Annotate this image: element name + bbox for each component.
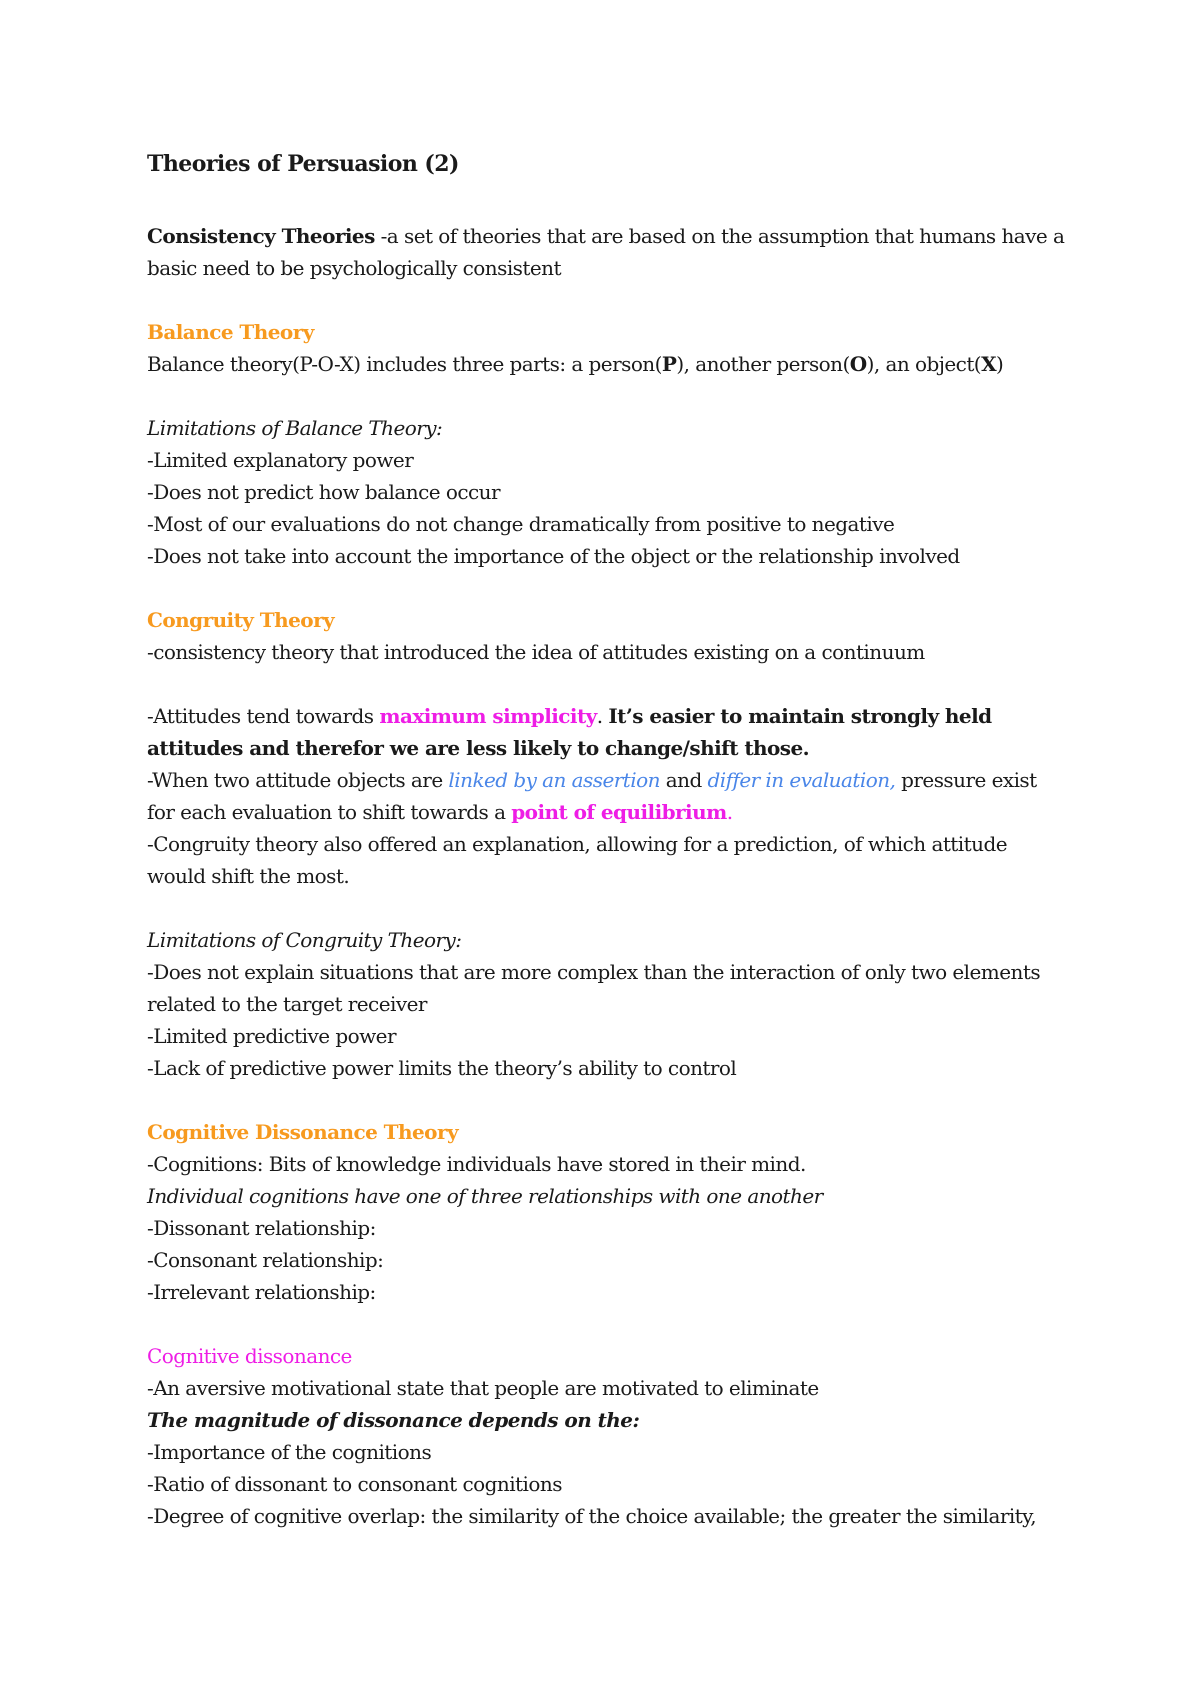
cognitive-dissonance-theory-heading: Cognitive Dissonance Theory: [147, 1120, 459, 1144]
highlight-differ-in-evaluation: differ in evaluation,: [707, 768, 896, 792]
magnitude-heading: The magnitude of dissonance depends on the:: [147, 1408, 640, 1432]
congruity-paragraph-3-line-2: would shift the most.: [147, 864, 350, 888]
list-item: -Consonant relationship:: [147, 1248, 384, 1272]
list-item: -Degree of cognitive overlap: the similarity of the choice available; the greater the similarity,: [147, 1504, 1037, 1528]
list-item: -Importance of the cognitions: [147, 1440, 432, 1464]
balance-limitations-heading: Limitations of Balance Theory:: [147, 416, 443, 440]
list-item: -Most of our evaluations do not change dramatically from positive to negative: [147, 512, 895, 536]
list-item: -Does not predict how balance occur: [147, 480, 500, 504]
list-item: -Limited predictive power: [147, 1024, 396, 1048]
congruity-limitations-heading: Limitations of Congruity Theory:: [147, 928, 462, 952]
list-item: -Lack of predictive power limits the theory’s ability to control: [147, 1056, 737, 1080]
dissonance-definition: -An aversive motivational state that people are motivated to eliminate: [147, 1376, 819, 1400]
highlight-point-of-equilibrium: point of equilibrium: [511, 800, 727, 824]
congruity-paragraph-1-line-2: attitudes and therefor we are less likely to change/shift those.: [147, 736, 810, 760]
highlight-maximum-simplicity: maximum simplicity: [379, 704, 597, 728]
list-item: -Does not take into account the importance of the object or the relationship involved: [147, 544, 960, 568]
consistency-definition-continuation: basic need to be psychologically consistent: [147, 256, 561, 280]
balance-theory-intro: Balance theory(P-O-X) includes three parts: a person(P), another person(O), an object(X): [147, 352, 1004, 376]
list-item: -Limited explanatory power: [147, 448, 414, 472]
consistency-definition-text: -a set of theories that are based on the assumption that humans have a: [374, 224, 1065, 248]
highlight-linked-by-assertion: linked by an assertion: [448, 768, 660, 792]
page-title: Theories of Persuasion (2): [147, 151, 459, 177]
label-x: X: [981, 352, 997, 376]
cognitions-definition: -Cognitions: Bits of knowledge individuals have stored in their mind.: [147, 1152, 806, 1176]
document-body: [147, 146, 1067, 1532]
congruity-theory-heading: Congruity Theory: [147, 608, 335, 632]
label-p: P: [661, 352, 677, 376]
consistency-term: Consistency Theories: [147, 224, 375, 248]
list-item: -Ratio of dissonant to consonant cognitions: [147, 1472, 562, 1496]
label-o: O: [849, 352, 867, 376]
congruity-definition: -consistency theory that introduced the idea of attitudes existing on a continuum: [147, 640, 925, 664]
congruity-paragraph-3-line-1: -Congruity theory also offered an explanation, allowing for a prediction, of which attitude: [147, 832, 1007, 856]
cognitive-dissonance-heading: Cognitive dissonance: [147, 1344, 352, 1368]
congruity-paragraph-2-line-1: -When two attitude objects are linked by an assertion and differ in evaluation, pressure exist: [147, 768, 1037, 792]
congruity-paragraph-1-line-1: -Attitudes tend towards maximum simplicity. It’s easier to maintain strongly held: [147, 704, 992, 728]
list-item: -Dissonant relationship:: [147, 1216, 376, 1240]
balance-theory-heading: Balance Theory: [147, 320, 314, 344]
congruity-paragraph-2-line-2: for each evaluation to shift towards a point of equilibrium.: [147, 800, 733, 824]
consistency-definition-line: [147, 220, 1067, 252]
relationships-heading: Individual cognitions have one of three relationships with one another: [147, 1184, 823, 1208]
list-item: -Does not explain situations that are more complex than the interaction of only two elements: [147, 960, 1041, 984]
list-item: -Irrelevant relationship:: [147, 1280, 376, 1304]
list-item: related to the target receiver: [147, 992, 427, 1016]
